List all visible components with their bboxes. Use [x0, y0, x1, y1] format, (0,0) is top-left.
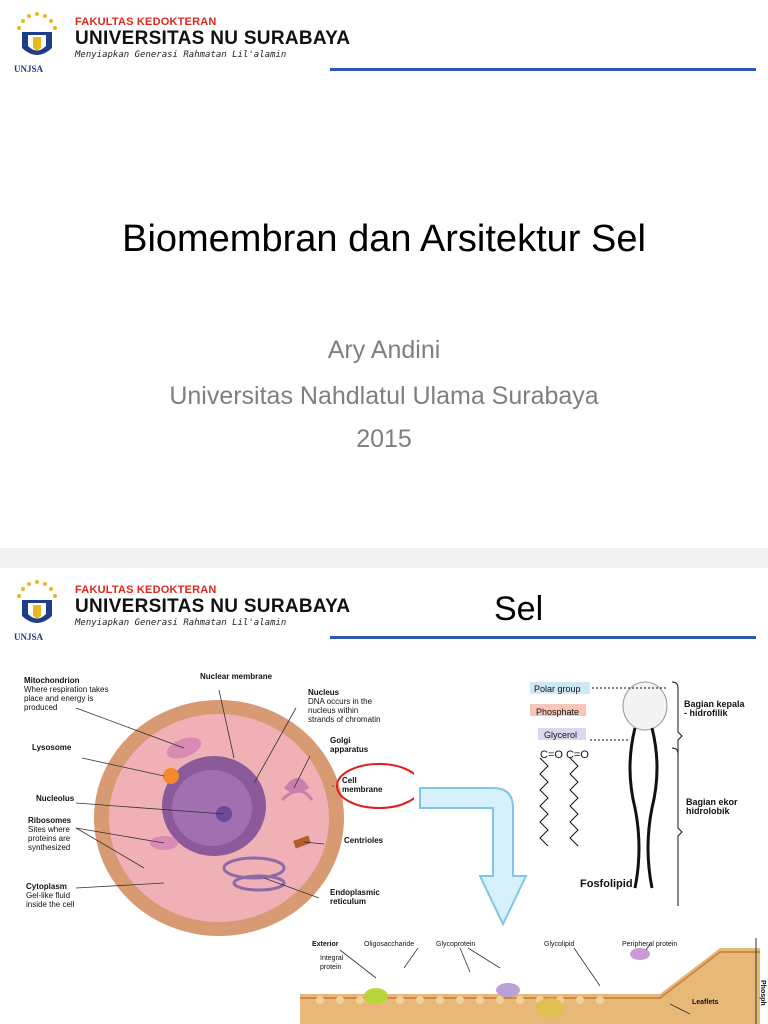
cell-membrane-diagram	[300, 938, 768, 1024]
university-motto: Menyiapkan Generasi Rahmatan Lil'alamin	[75, 618, 287, 628]
slide-title: Sel	[494, 590, 544, 628]
label-integral-protein: Integral protein	[320, 955, 344, 971]
label-centrioles: Centrioles	[344, 836, 384, 845]
logo-text: UNJSA	[14, 64, 44, 74]
label-nucleolus: Nucleolus	[36, 794, 75, 803]
label-phosphate: Phosphate	[536, 707, 580, 717]
label-leaflets: Leaflets	[692, 999, 719, 1006]
author-name: Ary Andini	[327, 336, 441, 364]
slide-separator	[0, 548, 768, 568]
header-divider	[330, 68, 756, 71]
label-peripheral-protein: Peripheral protein	[622, 941, 678, 948]
label-glycoprotein: Glycoprotein	[436, 941, 476, 948]
cell-slide	[0, 568, 768, 1024]
university-name: UNIVERSITAS NU SURABAYA	[75, 596, 351, 617]
label-glycerol: Glycerol	[544, 730, 578, 740]
label-tail: Bagian ekor hidrolobik	[686, 797, 738, 816]
label-phosph: Phosph	[759, 980, 766, 1006]
label-ribosomes: Ribosomes Sites where proteins are synthesized	[28, 816, 72, 852]
down-arrow-icon	[418, 778, 528, 928]
label-exterior: Exterior	[312, 941, 339, 948]
label-carbonyl-bonds: C=O C=O	[540, 749, 589, 761]
logo-text: UNJSA	[14, 632, 44, 642]
label-nuclear-membrane: Nuclear membrane	[200, 672, 273, 681]
slide-title: Biomembran dan Arsitektur Sel	[122, 218, 646, 260]
university-logo-icon	[14, 578, 60, 640]
label-er: Endoplasmic reticulum	[330, 888, 380, 906]
presentation-year: 2015	[356, 425, 412, 453]
label-polar-group: Polar group	[534, 684, 581, 694]
label-cytoplasm: Cytoplasm Gel-like fluid inside the cell	[26, 882, 75, 909]
header-divider	[330, 636, 756, 639]
university-logo-icon	[14, 10, 60, 72]
university-name: UNIVERSITAS NU SURABAYA	[75, 28, 351, 49]
label-head: Bagian kepala - hidrofilik	[684, 699, 745, 718]
label-mitochondrion: Mitochondrion Where respiration takes place and energy is produced	[24, 676, 109, 712]
slide-header	[0, 0, 768, 80]
label-glycolipid: Glycolipid	[544, 941, 575, 948]
label-oligosaccharide: Oligosaccharide	[364, 941, 415, 948]
slide-header	[0, 568, 768, 648]
university-motto: Menyiapkan Generasi Rahmatan Lil'alamin	[75, 50, 287, 60]
label-fosfolipid: Fosfolipid	[580, 878, 633, 890]
label-golgi: Golgi apparatus	[330, 736, 369, 754]
label-cell-membrane: Cell membrane	[342, 776, 383, 794]
label-lysosome: Lysosome	[32, 743, 72, 752]
faculty-name: FAKULTAS KEDOKTERAN	[75, 16, 217, 28]
institution-name: Universitas Nahdlatul Ulama Surabaya	[169, 382, 599, 410]
label-nucleus: Nucleus DNA occurs in the nucleus within strands of chromatin	[308, 688, 381, 724]
faculty-name: FAKULTAS KEDOKTERAN	[75, 584, 217, 596]
